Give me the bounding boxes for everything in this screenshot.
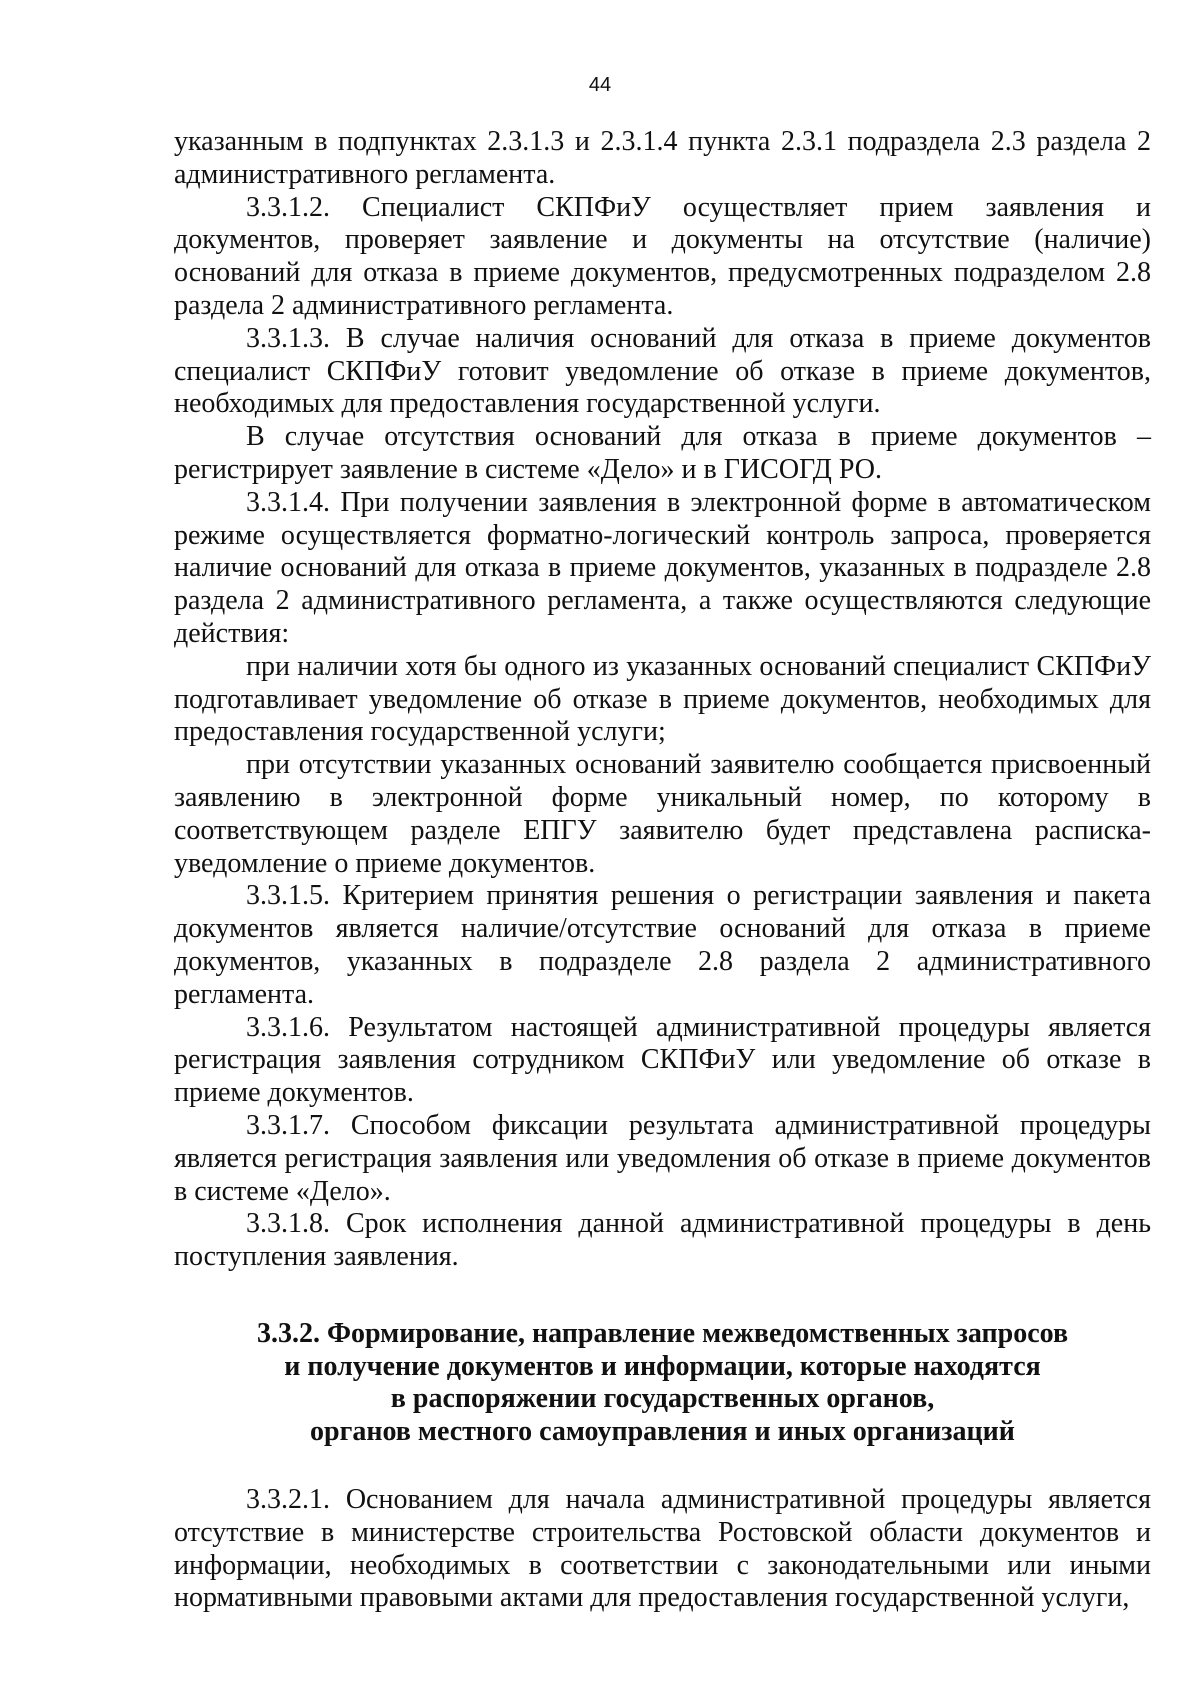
section-heading-line: и получение документов и информации, которые находятся <box>284 1350 1041 1382</box>
paragraphs-after-heading <box>174 1484 1151 1615</box>
body-paragraph: при отсутствии указанных оснований заявителю сообщается присвоенный заявлению в электронной форме уникальный номер, по которому в соответствующем разделе ЕПГУ заявителю будет представлена расписка-уведомление о приеме документов. <box>174 749 1151 879</box>
body-paragraph: 3.3.1.8. Срок исполнения данной административной процедуры в день поступления заявления. <box>174 1208 1151 1273</box>
body-paragraph: 3.3.1.2. Специалист СКПФиУ осуществляет прием заявления и документов, проверяет заявление и документы на отсутствие (наличие) оснований для отказа в приеме документов, предусмотренных подразделом 2.8 раздела 2 административного регламента. <box>174 191 1151 321</box>
body-paragraph: 3.3.1.6. Результатом настоящей административной процедуры является регистрация заявления сотрудником СКПФиУ или уведомление об отказе в приеме документов. <box>174 1011 1151 1109</box>
section-heading-line: 3.3.2. Формирование, направление межведомственных запросов <box>256 1317 1069 1349</box>
body-paragraph: 3.3.1.7. Способом фиксации результата административной процедуры является регистрация заявления или уведомления об отказе в приеме документов в системе «Дело». <box>174 1109 1151 1207</box>
body-paragraph: 3.3.1.4. При получении заявления в электронной форме в автоматическом режиме осуществляется форматно-логический контроль запроса, проверяется наличие оснований для отказа в приеме документов, указанных в подразделе 2.8 раздела 2 административного регламента, а также осуществляются следующие действия: <box>174 486 1151 649</box>
document-body <box>174 126 1151 1615</box>
body-paragraph: В случае отсутствия оснований для отказа в приеме документов – регистрирует заявление в системе «Дело» и в ГИСОГД РО. <box>174 421 1151 485</box>
body-paragraph: 3.3.1.5. Критерием принятия решения о регистрации заявления и пакета документов является наличие/отсутствие оснований для отказа в приеме документов, указанных в подразделе 2.8 раздела 2 административного регламента. <box>174 880 1151 1010</box>
section-heading-line: органов местного самоуправления и иных организаций <box>310 1416 1015 1448</box>
body-paragraph: 3.3.1.3. В случае наличия оснований для отказа в приеме документов специалист СКПФиУ готовит уведомление об отказе в приеме документов, необходимых для предоставления государственной услуги. <box>174 322 1151 420</box>
page-number: 44 <box>588 74 612 96</box>
body-paragraph: при наличии хотя бы одного из указанных оснований специалист СКПФиУ подготавливает уведомление об отказе в приеме документов, необходимых для предоставления государственной услуги; <box>174 650 1151 748</box>
section-heading-line: в распоряжении государственных органов, <box>390 1383 935 1415</box>
body-paragraph: указанным в подпунктах 2.3.1.3 и 2.3.1.4 пункта 2.3.1 подраздела 2.3 раздела 2 административного регламента. <box>174 126 1151 190</box>
body-paragraph: 3.3.2.1. Основанием для начала административной процедуры является отсутствие в министерстве строительства Ростовской области документов и информации, необходимых в соответствии с законодательными или иными нормативными правовыми актами для предоставления государственной услуги, <box>174 1484 1151 1614</box>
section-heading <box>174 1318 1151 1449</box>
paragraphs-before-heading <box>174 126 1151 1274</box>
